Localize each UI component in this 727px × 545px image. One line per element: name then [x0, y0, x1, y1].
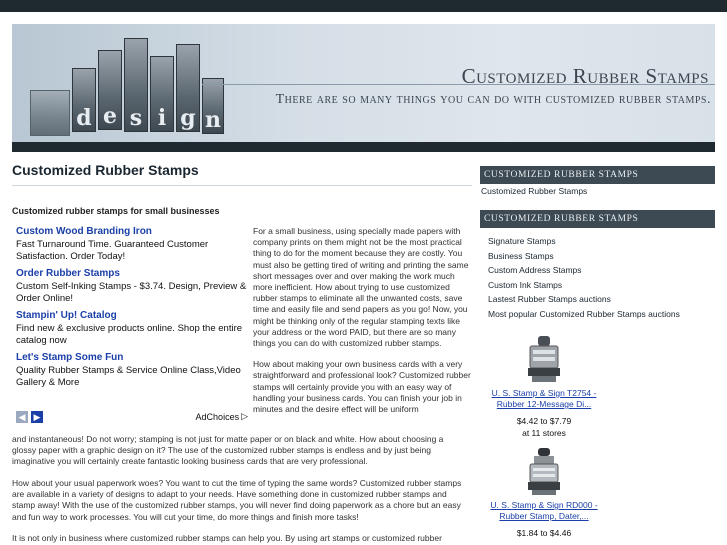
sidebar-heading: [480, 166, 715, 184]
post-intro: Customized rubber stamps for small businesses: [12, 206, 220, 216]
sidebar-item-custom-address-stamps[interactable]: Custom Address Stamps: [488, 265, 582, 276]
type-block: i: [150, 56, 174, 132]
post-body-column: [253, 226, 472, 425]
type-block: d: [72, 68, 96, 132]
post-paragraph: How about making your own business cards with a very straightforward and professional look? Customized rubber stamps will certainly provide you with an easy way of handling your business cards. You can finish your job in minutes and the desire effect will be uniform: [253, 359, 471, 415]
sidebar-heading-text: CUSTOMIZED RUBBER STAMPS: [484, 214, 639, 224]
ad-item: [16, 226, 248, 263]
ad-description: Find new & exclusive products online. Shop the entire catalog now: [16, 323, 243, 346]
product-price: $1.84 to $4.46: [516, 528, 572, 538]
ad-title-link[interactable]: Stampin' Up! Catalog: [16, 310, 117, 321]
ad-title-link[interactable]: Custom Wood Branding Iron: [16, 226, 152, 237]
ad-item: [16, 310, 248, 347]
top-gap: [0, 12, 727, 24]
ad-controls: [16, 411, 248, 425]
sidebar-item-popular-auctions[interactable]: Most popular Customized Rubber Stamps auctions: [488, 308, 680, 319]
ad-item: [16, 268, 248, 305]
post-title[interactable]: Customized Rubber Stamps: [12, 162, 199, 178]
post-paragraph: How about your usual paperwork woes? You want to cut the time of typing the same words? Customized rubber stamps are available in a variety of designs to adapt to your needs. Have something done in customized rubber stamps and stamp away! With the use of the customized rubber stamps, you will never find doing paperwork as a chore but an easy and fun way to work processes. You will cut your time, do more things and finish more tasks!: [12, 478, 462, 522]
stamp-product-image[interactable]: [524, 448, 564, 496]
site-tagline: There are so many things you can do with customized rubber stamps.: [275, 92, 711, 107]
type-block: g: [176, 44, 200, 132]
sidebar-item-latest-auctions[interactable]: Lastest Rubber Stamps auctions: [488, 294, 611, 305]
product-stores[interactable]: at 11 stores: [522, 428, 566, 438]
stamp-product-image[interactable]: [524, 336, 564, 384]
type-block: [30, 90, 70, 136]
chevron-left-icon[interactable]: ◀: [16, 411, 28, 423]
type-block: e: [98, 50, 122, 130]
ad-block: [16, 226, 248, 426]
product-listing: [480, 336, 608, 438]
product-link[interactable]: [480, 500, 608, 522]
dater-stamp-icon: [524, 448, 564, 496]
ad-title-link[interactable]: Let's Stamp Some Fun: [16, 352, 124, 363]
sidebar-link-list: [480, 228, 715, 319]
product-link[interactable]: [480, 388, 608, 410]
sidebar-item-custom-ink-stamps[interactable]: Custom Ink Stamps: [488, 279, 563, 290]
type-block: s: [124, 38, 148, 132]
product-name-line: U. S. Stamp & Sign T2754 -: [491, 388, 597, 398]
ad-description: Fast Turnaround Time. Guaranteed Customer Satisfaction. Order Today!: [16, 239, 209, 262]
ad-title-link[interactable]: Order Rubber Stamps: [16, 268, 120, 279]
site-header: [12, 24, 715, 142]
adchoices-icon: ▷: [241, 411, 248, 421]
adchoices-label: AdChoices: [195, 411, 240, 422]
product-name-line: Rubber 12-Message Di...: [496, 399, 592, 409]
sidebar-heading-text: CUSTOMIZED RUBBER STAMPS: [484, 170, 639, 180]
rubber-stamp-icon: [524, 336, 564, 384]
ad-description: Quality Rubber Stamps & Service Online Class,Video Gallery & More: [16, 365, 241, 388]
main-content: [12, 158, 472, 545]
type-block: n: [202, 78, 224, 134]
post-paragraph: and instantaneous! Do not worry; stamping is not just for matte paper or on black and white. How about choosing a glossy paper with a graphic design on it? The use of the customized rubber stamps is endless and by just being imaginative you will certainly create fantastic looking business cards that are very professional.: [12, 434, 444, 467]
post-divider: [12, 185, 472, 186]
sidebar-link[interactable]: Customized Rubber Stamps: [481, 186, 588, 196]
chevron-right-icon[interactable]: ▶: [31, 411, 43, 423]
post-paragraph: It is not only in business where customized rubber stamps can help you. By using art stamps or customized rubber: [12, 533, 442, 543]
sidebar: [480, 166, 715, 545]
sidebar-item-business-stamps[interactable]: Business Stamps: [488, 250, 554, 261]
product-name-line: Rubber Stamp, Dater,...: [499, 511, 589, 521]
sidebar-heading: [480, 210, 715, 228]
sidebar-item-signature-stamps[interactable]: Signature Stamps: [488, 236, 556, 246]
header-type-blocks-image: [30, 30, 230, 140]
product-price: $4.42 to $7.79: [516, 416, 572, 426]
ad-description: Custom Self-Inking Stamps - $3.74. Design, Preview & Order Online!: [16, 281, 247, 304]
ad-item: [16, 352, 248, 389]
post-paragraph: For a small business, using specially made papers with company prints on them might not be the most practical thing to do for the moment because they are costly. You must also be getting tired of writing and printing the same short messages over and over making the work much more inefficient. How about trying to use customized rubber stamps to eliminate all the unwanted costs, save time and easily file and send papers as you go! Now, you might be thinking only of the regular stamping texts like your address or the word PAID, but there are so many things you can do with customized rubber stamps.: [253, 226, 469, 349]
product-listing: [480, 448, 608, 538]
top-bar: [0, 0, 727, 12]
adchoices-link[interactable]: [196, 411, 248, 422]
nav-bar: [12, 142, 715, 152]
product-name-line: U. S. Stamp & Sign RD000 -: [490, 500, 598, 510]
site-title[interactable]: Customized Rubber Stamps: [461, 64, 709, 88]
